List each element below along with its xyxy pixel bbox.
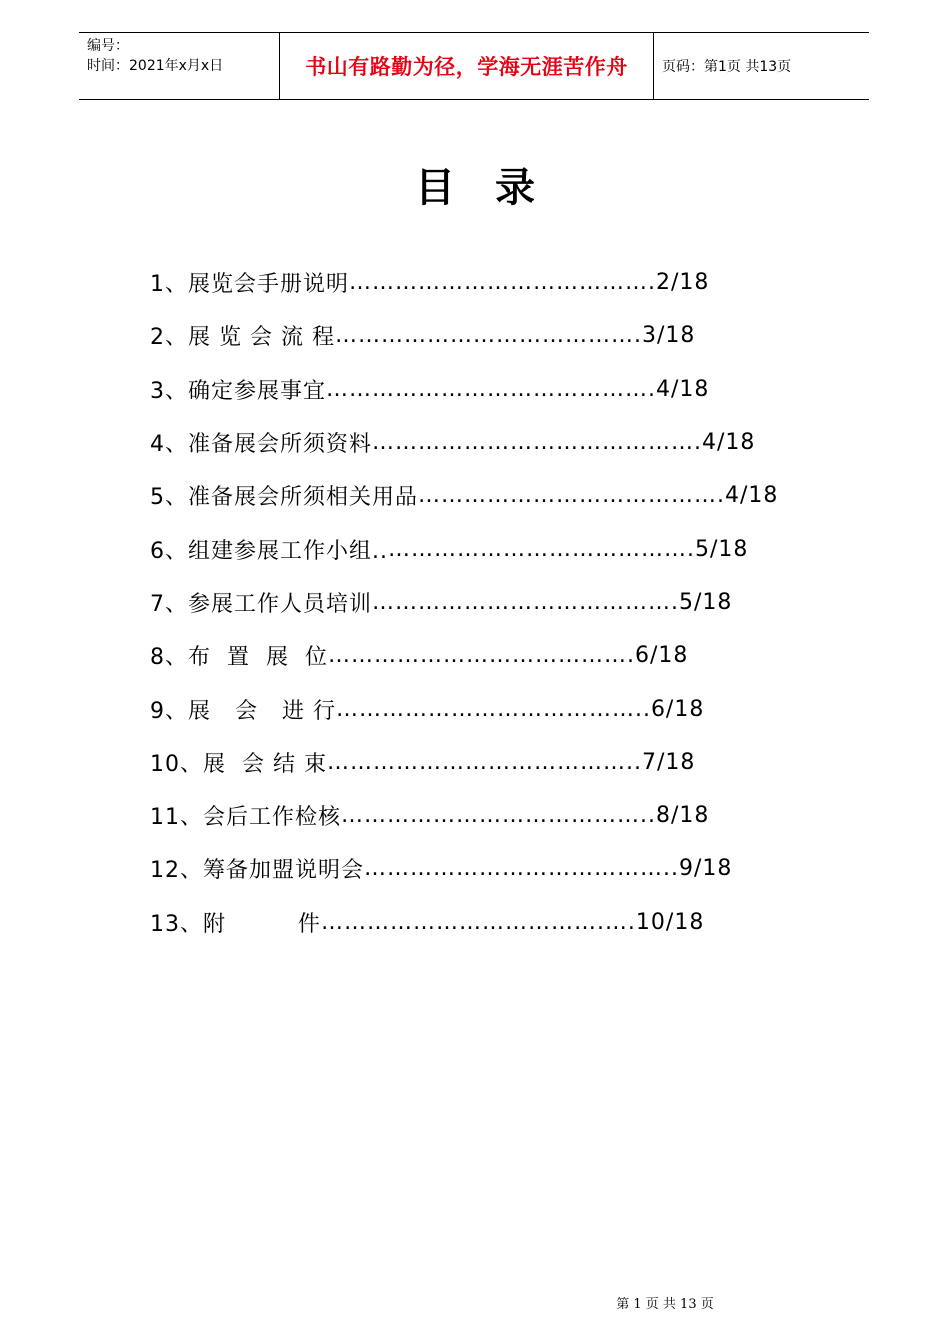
toc-entry bbox=[150, 469, 790, 522]
toc-leader-dots: ………………………………… bbox=[418, 483, 717, 509]
toc-entry-page: .….10/18 bbox=[596, 909, 705, 935]
toc-entry bbox=[150, 789, 790, 842]
serial-number-label: 编号： bbox=[87, 38, 129, 54]
toc-entry bbox=[150, 896, 790, 949]
toc-leader-dots: ………………………………… bbox=[349, 270, 648, 296]
toc-entry-label: 13、附 件 bbox=[150, 911, 321, 937]
header-meta bbox=[79, 33, 280, 99]
toc-entry-page: .5/18 bbox=[686, 536, 749, 562]
toc-leader-dots: ………………………………… bbox=[326, 749, 626, 775]
toc-entry-label: 6、组建参展工作小组.. bbox=[150, 538, 388, 564]
toc-entry-label: 8、布 置 展 位 bbox=[150, 645, 328, 671]
toc-entry-label: 2、展 览 会 流 程 bbox=[150, 325, 335, 351]
toc-leader-dots: ………………………………… bbox=[387, 536, 687, 562]
header-page-info: 页码：第1页 共13页 bbox=[662, 59, 792, 75]
toc-entry-page: .4/18 bbox=[694, 430, 756, 456]
toc-entry-page: ..8/18 bbox=[640, 803, 710, 829]
toc-entry bbox=[150, 576, 790, 629]
page-footer: 第 1 页 共 13 页 bbox=[616, 1297, 714, 1312]
toc-entry bbox=[150, 416, 790, 469]
toc-entry-page: .4/18 bbox=[717, 483, 779, 509]
toc-leader-dots: ………………………………… bbox=[341, 803, 640, 829]
toc-entry-page: .4/18 bbox=[648, 376, 710, 402]
page-header bbox=[79, 32, 869, 100]
toc-entry bbox=[150, 363, 790, 416]
toc-entry-label: 3、确定参展事宜 bbox=[150, 378, 326, 404]
header-motto: 书山有路勤为径，学海无涯苦作舟 bbox=[280, 33, 654, 99]
toc-entry bbox=[150, 842, 790, 895]
toc-entry bbox=[150, 522, 790, 575]
toc-entry-label: 9、展 会 进 行 bbox=[150, 698, 336, 724]
toc-entry bbox=[150, 736, 790, 789]
toc-entry-label: 10、展 会 结 束 bbox=[150, 751, 327, 777]
toc-leader-dots: ……………………………… bbox=[320, 909, 597, 935]
toc-entry-label: 7、参展工作人员培训 bbox=[150, 591, 372, 617]
toc-leader-dots: ………………………………… bbox=[372, 589, 671, 615]
toc-leader-dots: …………………………………… bbox=[372, 430, 694, 456]
toc-entry bbox=[150, 256, 790, 309]
toc-entry-page: .5/18 bbox=[671, 589, 733, 615]
page-title: 目录 bbox=[415, 165, 575, 211]
toc-entry-page: .2/18 bbox=[648, 270, 710, 296]
toc-entry-page: ..9/18 bbox=[663, 856, 733, 882]
toc-entry bbox=[150, 682, 790, 735]
toc-entry-label: 4、准备展会所须资料 bbox=[150, 432, 372, 458]
toc-entry-page: ..7/18 bbox=[625, 749, 696, 775]
toc-entry bbox=[150, 309, 790, 362]
toc-leader-dots: ………………………………… bbox=[327, 643, 627, 669]
toc-entry-page: .6/18 bbox=[626, 643, 689, 669]
toc-leader-dots: ………………………………… bbox=[335, 696, 635, 722]
toc-entry-label: 12、筹备加盟说明会 bbox=[150, 858, 364, 884]
toc-entry-page: ..6/18 bbox=[634, 696, 705, 722]
table-of-contents bbox=[150, 256, 790, 949]
toc-leader-dots: …………………………………… bbox=[326, 376, 648, 402]
toc-leader-dots: ………………………………… bbox=[334, 323, 634, 349]
toc-entry-label: 5、准备展会所须相关用品 bbox=[150, 485, 418, 511]
toc-entry-label: 1、展览会手册说明 bbox=[150, 272, 349, 298]
date-label: 时间：2021年x月x日 bbox=[87, 58, 224, 74]
toc-entry-label: 11、会后工作检核 bbox=[150, 805, 341, 831]
toc-entry bbox=[150, 629, 790, 682]
toc-entry-page: .3/18 bbox=[633, 323, 696, 349]
toc-leader-dots: ………………………………… bbox=[364, 856, 663, 882]
